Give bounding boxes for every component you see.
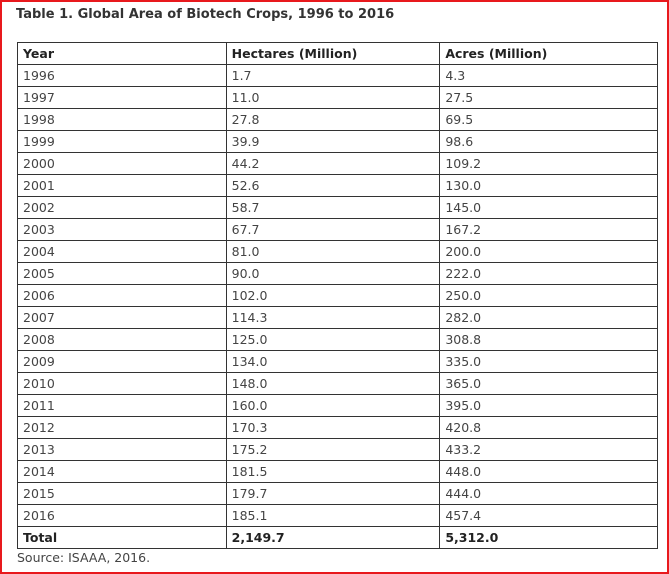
acres-cell: 308.8 [440, 329, 658, 351]
header-row [18, 43, 658, 65]
table-row [18, 505, 658, 527]
hectares-cell: 148.0 [226, 373, 440, 395]
table-row [18, 175, 658, 197]
acres-cell: 420.8 [440, 417, 658, 439]
year-cell: 2007 [18, 307, 227, 329]
year-cell: 2013 [18, 439, 227, 461]
acres-cell: 109.2 [440, 153, 658, 175]
acres-cell: 27.5 [440, 87, 658, 109]
year-cell: 2000 [18, 153, 227, 175]
acres-cell: 250.0 [440, 285, 658, 307]
table-row [18, 483, 658, 505]
total-hectares: 2,149.7 [226, 527, 440, 549]
table-row [18, 241, 658, 263]
hectares-cell: 44.2 [226, 153, 440, 175]
acres-cell: 444.0 [440, 483, 658, 505]
year-cell: 1998 [18, 109, 227, 131]
hectares-cell: 58.7 [226, 197, 440, 219]
table-row [18, 351, 658, 373]
table-row [18, 285, 658, 307]
year-cell: 2003 [18, 219, 227, 241]
hectares-cell: 185.1 [226, 505, 440, 527]
total-row [18, 527, 658, 549]
acres-cell: 433.2 [440, 439, 658, 461]
hectares-cell: 11.0 [226, 87, 440, 109]
table-row [18, 109, 658, 131]
table-row [18, 131, 658, 153]
acres-cell: 335.0 [440, 351, 658, 373]
year-cell: 1996 [18, 65, 227, 87]
acres-cell: 365.0 [440, 373, 658, 395]
hectares-cell: 90.0 [226, 263, 440, 285]
year-cell: 2004 [18, 241, 227, 263]
year-cell: 2016 [18, 505, 227, 527]
biotech-crops-table [17, 42, 658, 549]
header-acres: Acres (Million) [440, 43, 658, 65]
hectares-cell: 67.7 [226, 219, 440, 241]
year-cell: 2008 [18, 329, 227, 351]
header-hectares: Hectares (Million) [226, 43, 440, 65]
table-row [18, 219, 658, 241]
year-cell: 2012 [18, 417, 227, 439]
hectares-cell: 179.7 [226, 483, 440, 505]
acres-cell: 167.2 [440, 219, 658, 241]
hectares-cell: 1.7 [226, 65, 440, 87]
hectares-cell: 114.3 [226, 307, 440, 329]
acres-cell: 282.0 [440, 307, 658, 329]
table-row [18, 373, 658, 395]
year-cell: 2006 [18, 285, 227, 307]
year-cell: 2011 [18, 395, 227, 417]
table-row [18, 65, 658, 87]
hectares-cell: 27.8 [226, 109, 440, 131]
table-row [18, 153, 658, 175]
acres-cell: 69.5 [440, 109, 658, 131]
hectares-cell: 181.5 [226, 461, 440, 483]
table-row [18, 329, 658, 351]
hectares-cell: 81.0 [226, 241, 440, 263]
total-acres: 5,312.0 [440, 527, 658, 549]
year-cell: 2009 [18, 351, 227, 373]
source-note: Source: ISAAA, 2016. [17, 550, 151, 565]
table-row [18, 263, 658, 285]
hectares-cell: 102.0 [226, 285, 440, 307]
table-row [18, 87, 658, 109]
year-cell: 1997 [18, 87, 227, 109]
table-row [18, 395, 658, 417]
total-label: Total [18, 527, 227, 549]
header-year: Year [18, 43, 227, 65]
table-row [18, 307, 658, 329]
table-row [18, 461, 658, 483]
year-cell: 2015 [18, 483, 227, 505]
hectares-cell: 134.0 [226, 351, 440, 373]
year-cell: 2014 [18, 461, 227, 483]
hectares-cell: 175.2 [226, 439, 440, 461]
table-row [18, 417, 658, 439]
acres-cell: 4.3 [440, 65, 658, 87]
year-cell: 2002 [18, 197, 227, 219]
year-cell: 1999 [18, 131, 227, 153]
hectares-cell: 125.0 [226, 329, 440, 351]
acres-cell: 98.6 [440, 131, 658, 153]
hectares-cell: 160.0 [226, 395, 440, 417]
table-row [18, 439, 658, 461]
acres-cell: 145.0 [440, 197, 658, 219]
table-body [18, 65, 658, 549]
acres-cell: 130.0 [440, 175, 658, 197]
hectares-cell: 170.3 [226, 417, 440, 439]
hectares-cell: 52.6 [226, 175, 440, 197]
year-cell: 2010 [18, 373, 227, 395]
hectares-cell: 39.9 [226, 131, 440, 153]
year-cell: 2001 [18, 175, 227, 197]
table-row [18, 197, 658, 219]
acres-cell: 448.0 [440, 461, 658, 483]
acres-cell: 457.4 [440, 505, 658, 527]
table-title: Table 1. Global Area of Biotech Crops, 1996 to 2016 [16, 7, 395, 22]
acres-cell: 222.0 [440, 263, 658, 285]
year-cell: 2005 [18, 263, 227, 285]
acres-cell: 200.0 [440, 241, 658, 263]
acres-cell: 395.0 [440, 395, 658, 417]
